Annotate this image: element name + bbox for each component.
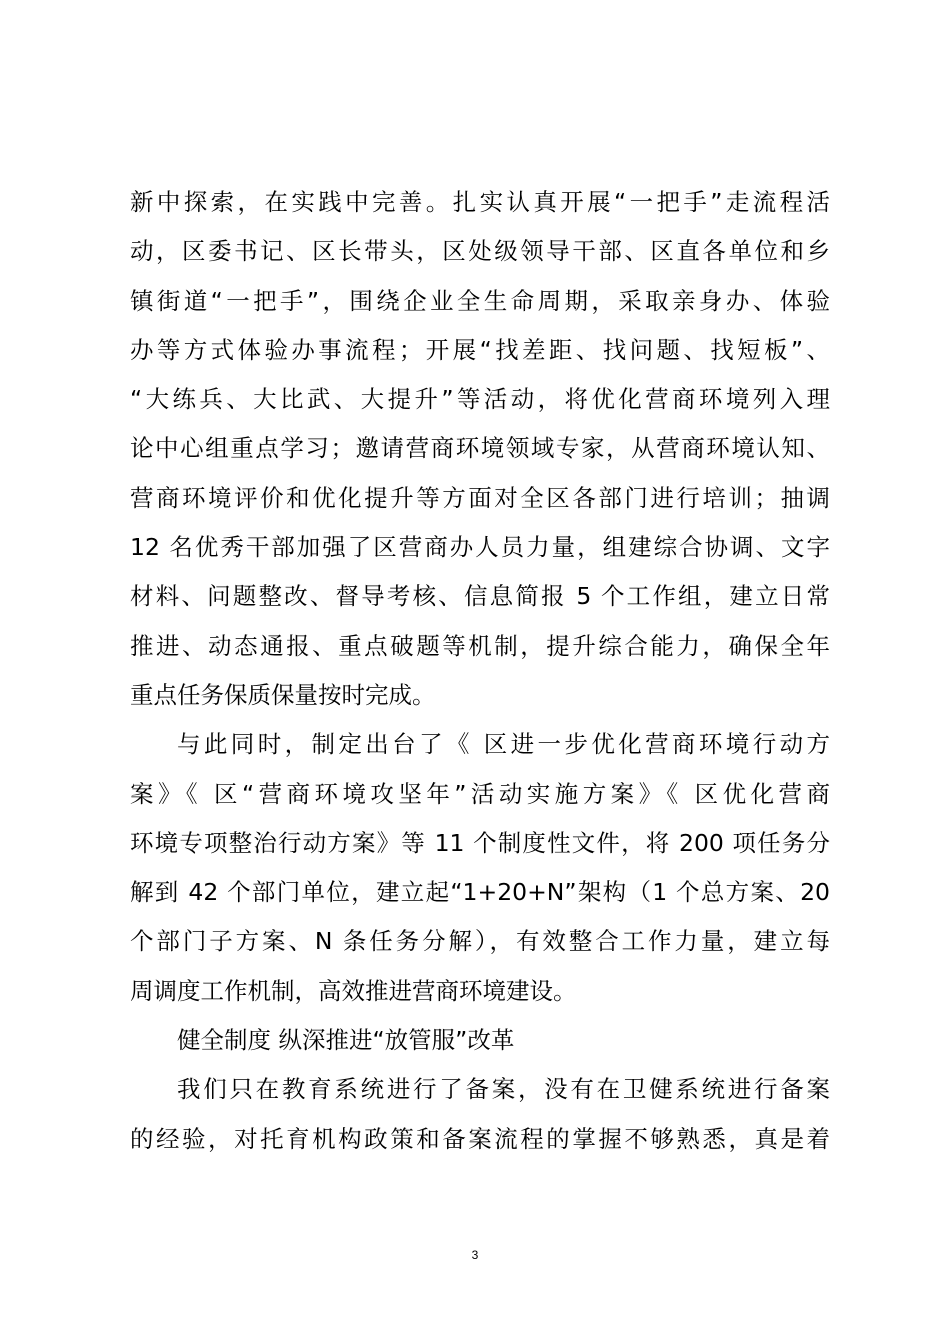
paragraph-1 (130, 178, 830, 720)
text-line: 推进、动态通报、重点破题等机制，提升综合能力，确保全年 (130, 631, 830, 660)
heading-text: 健全制度 纵深推进“放管服”改革 (177, 1026, 515, 1055)
text-line: 个部门子方案、N 条任务分解），有效整合工作力量，建立每 (130, 927, 830, 956)
text-line: 的经验，对托育机构政策和备案流程的掌握不够熟悉，真是着 (130, 1124, 830, 1153)
text-line: 与此同时，制定出台了《 区进一步优化营商环境行动方 (177, 730, 830, 759)
text-line: 我们只在教育系统进行了备案，没有在卫健系统进行备案 (177, 1075, 830, 1104)
body-text (130, 178, 830, 1164)
text-line: 动，区委书记、区长带头，区处级领导干部、区直各单位和乡 (130, 237, 830, 266)
text-line: 案》《 区“营商环境攻坚年”活动实施方案》《 区优化营商 (130, 779, 830, 808)
text-line: 营商环境评价和优化提升等方面对全区各部门进行培训；抽调 (130, 483, 830, 512)
text-line: 12 名优秀干部加强了区营商办人员力量，组建综合协调、文字 (130, 533, 830, 562)
text-line: 周调度工作机制，高效推进营商环境建设。 (130, 976, 577, 1005)
text-line: 重点任务保质保量按时完成。 (130, 680, 436, 709)
text-line: 办等方式体验办事流程；开展“找差距、找问题、找短板”、 (130, 335, 830, 364)
section-heading (130, 1016, 830, 1065)
text-line: 论中心组重点学习；邀请营商环境领域专家，从营商环境认知、 (130, 434, 830, 463)
text-line: 镇街道“一把手”，围绕企业全生命周期，采取亲身办、体验 (130, 286, 830, 315)
text-line: 环境专项整治行动方案》等 11 个制度性文件，将 200 项任务分 (130, 828, 830, 857)
text-line: 新中探索，在实践中完善。扎实认真开展“一把手”走流程活 (130, 188, 830, 216)
text-line: “大练兵、大比武、大提升”等活动，将优化营商环境列入理 (130, 385, 830, 414)
text-line: 解到 42 个部门单位，建立起“1+20+N”架构（1 个总方案、20 (130, 878, 830, 907)
text-line: 材料、问题整改、督导考核、信息简报 5 个工作组，建立日常 (130, 582, 830, 611)
paragraph-2 (130, 720, 830, 1016)
paragraph-4 (130, 1065, 830, 1164)
page-number: 3 (471, 1248, 479, 1262)
